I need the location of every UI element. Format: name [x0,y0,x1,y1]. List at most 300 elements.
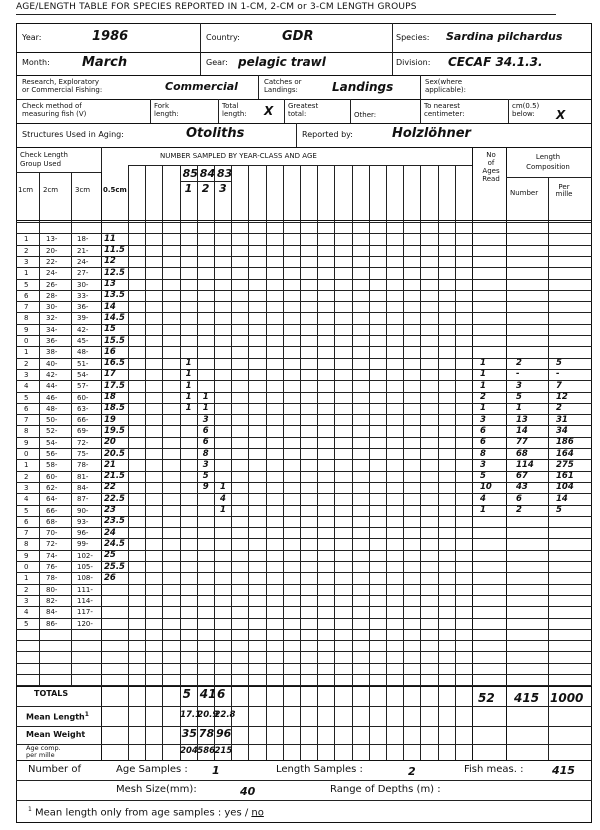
row-permille: 104 [556,482,574,493]
row-ages-read: 5 [480,471,486,482]
catches-label [264,78,302,94]
row-3cm: 90- [77,506,89,515]
hline-row-12 [16,358,592,359]
vline-age-19 [455,165,456,760]
below-mark: X [556,108,566,122]
row-permille: 14 [556,493,568,504]
row-number: 77 [516,437,528,448]
number-sampled-label: NUMBER SAMPLED BY YEAR-CLASS AND AGE [160,152,317,160]
vline-age-13 [352,165,353,760]
hline-row-29 [16,550,592,551]
row-number: 3 [516,380,522,391]
row-3cm: 66- [77,416,89,425]
row-05cm: 19.5 [104,425,125,436]
hdr-vline-c [258,75,259,99]
hline-row-1 [16,233,592,234]
row-05cm: 12 [104,256,116,267]
hline-totals-4 [16,760,592,761]
row-05cm: 24 [104,527,116,538]
row-05cm: 18 [104,392,116,402]
fork-label-2: length: [154,110,179,118]
row-3cm: 63- [77,404,89,413]
hdr-vline-f [218,99,219,123]
row-2cm: 34- [46,325,58,334]
row-1cm: 1 [24,461,29,470]
row-permille: 164 [556,448,574,459]
row-2cm: 22- [46,257,58,266]
row-3cm: 93- [77,517,89,526]
col-2cm-label: 2cm [43,186,59,194]
vline-check-end [101,147,102,172]
row-2cm: 30- [46,303,58,312]
length-comp-label-2: Composition [526,163,570,171]
gear-value: pelagic trawl [238,55,326,69]
below-label-1: cm(0.5) [512,102,540,110]
species-label: Species: [396,33,430,42]
row-3cm: 48- [77,348,89,357]
row-1cm: 4 [24,495,29,504]
row-1cm: 1 [24,235,29,244]
row-1cm: 8 [24,314,29,323]
row-3cm: 120- [77,619,93,628]
mean-length-age-2: 20.9 [197,710,219,720]
row-1cm: 2 [24,359,29,368]
length-comp-label-1: Length [535,153,561,161]
hline-row-16 [16,403,592,404]
hline-row-11 [16,346,592,347]
vline-lencomp-start [506,147,507,760]
row-1cm: 2 [24,246,29,255]
greatest-total-label [288,102,318,118]
research-label-1: Research, Exploratory [22,78,100,86]
below-label [512,102,539,118]
row-1cm: 5 [24,393,29,402]
vline-check-end-bold [101,147,102,760]
hdr-vline-i [420,99,421,123]
tonearest-label-2: centimeter: [424,110,465,118]
hline-row-13 [16,369,592,370]
age-comp-label-1: Age comp. [26,744,61,752]
row-2cm: 40- [46,359,58,368]
row-05cm: 22.5 [104,493,125,504]
other-label: Other: [354,111,377,119]
hline-row-20 [16,448,592,449]
hline-row-27 [16,527,592,528]
row-2cm: 44- [46,382,58,391]
check-length-group-label [20,151,68,169]
row-3cm: 78- [77,461,89,470]
row-05cm: 15 [104,324,116,335]
hline-row-9 [16,324,592,325]
hline-row-15 [16,392,592,393]
sex-label-2: applicable): [425,86,466,94]
row-2cm: 68- [46,517,58,526]
age-comp-label [26,745,61,759]
row-2cm: 58- [46,461,58,470]
row-05cm: 19 [104,414,116,425]
hline-lencomp-sub [506,177,592,178]
row-1cm: 8 [24,427,29,436]
row-1cm: 1 [24,269,29,278]
structures-label: Structures Used in Aging: [22,130,124,139]
row-permille: 161 [556,471,574,482]
vline-age-8 [266,165,267,760]
row-1cm: 2 [24,585,29,594]
hline-row-36 [16,629,592,630]
row-permille: 186 [556,437,574,448]
age-2: 2 [201,182,210,195]
totals-label: TOTALS [34,689,69,698]
row-3cm: 72- [77,438,89,447]
row-age-2: 6 [202,425,209,436]
hline-row-39 [16,663,592,664]
fish-meas-label: Fish meas. : [464,764,524,775]
row-permille: 275 [556,459,574,470]
row-age-2: 3 [202,414,209,425]
row-2cm: 42- [46,370,58,379]
row-age-2: 1 [202,403,209,414]
row-05cm: 12.5 [104,267,125,278]
row-2cm: 72- [46,540,58,549]
age-3: 3 [219,182,227,195]
row-permille: 7 [556,380,562,391]
header-line-4 [16,123,592,124]
check-label-2: measuring fish (V) [22,110,87,118]
row-2cm: 66- [46,506,58,515]
row-1cm: 8 [24,540,29,549]
row-3cm: 117- [77,608,93,617]
row-1cm: 9 [24,551,29,560]
row-3cm: 87- [77,495,89,504]
hline-totals-2 [16,726,592,727]
hdr-vline-d [420,75,421,99]
row-2cm: 84- [46,608,58,617]
row-05cm: 22 [104,482,116,493]
hline-row-4 [16,267,592,268]
row-05cm: 14.5 [104,312,125,323]
row-permille: - [556,369,560,380]
totals-ages-read: 52 [478,691,495,705]
hdr-vline-b [392,23,393,75]
row-05cm: 26 [104,572,116,583]
row-3cm: 81- [77,472,89,481]
sex-label-1: Sex(where [425,78,462,86]
row-ages-read: 3 [480,459,486,470]
vline-permille [548,177,549,760]
total-length-mark: X [264,104,274,118]
hline-row-25 [16,505,592,506]
row-05cm: 15.5 [104,335,125,346]
row-1cm: 3 [24,370,29,379]
greatest-label-2: total: [288,110,307,118]
mesh-size-label: Mesh Size(mm): [116,784,197,795]
row-3cm: 108- [77,574,93,583]
row-05cm: 24.5 [104,538,125,549]
row-3cm: 27- [77,269,89,278]
row-3cm: 21- [77,246,89,255]
hline-row-30 [16,561,592,562]
hline-row-3 [16,256,592,257]
vline-age-0 [128,165,129,760]
hline-row-22 [16,471,592,472]
row-3cm: 42- [77,325,89,334]
hline-row-24 [16,493,592,494]
row-05cm: 17.5 [104,380,125,391]
title-underline [16,14,556,15]
vline-left-1 [71,172,72,685]
row-age-3: 1 [220,505,226,515]
row-3cm: 99- [77,540,89,549]
totals-number: 415 [514,691,540,705]
row-05cm: 13 [104,279,116,289]
row-age-1: 1 [185,380,192,391]
hline-row-8 [16,312,592,313]
row-number: 6 [516,493,522,504]
year-label: Year: [22,33,42,42]
row-2cm: 38- [46,348,58,357]
totals-permille: 1000 [550,691,584,705]
division-label: Division: [396,58,431,67]
depths-label: Range of Depths (m) : [330,784,441,795]
col-05cm-label: 0.5cm [103,186,127,194]
country-value: GDR [282,29,314,44]
row-05cm: 25.5 [104,561,125,572]
row-permille: 2 [556,403,562,414]
mean-length-label [26,711,89,722]
row-2cm: 24- [46,269,58,278]
hline-row-14 [16,380,592,381]
reported-value: Holzlöhner [392,126,471,141]
row-2cm: 48- [46,404,58,413]
row-05cm: 20.5 [104,448,125,459]
mean-weight-age-3: 96 [216,727,232,740]
total-length-label [222,102,247,118]
hline-row-7 [16,301,592,302]
ages-read-label-1: No [486,151,496,159]
row-number: 5 [516,392,522,402]
row-age-2: 8 [202,448,209,459]
row-1cm: 1 [24,574,29,583]
mean-length-age-3: 22.8 [214,710,236,720]
catches-label-1: Catches or [264,78,302,86]
row-2cm: 46- [46,393,58,402]
length-samples-value: 2 [408,765,416,778]
hdr-vline-j [508,99,509,123]
age-samples-value: 1 [212,764,220,777]
hline-row-40 [16,674,592,675]
form-title: AGE/LENGTH TABLE FOR SPECIES REPORTED IN 1-CM, 2-CM or 3-CM LENGTH GROUPS [16,2,417,12]
row-1cm: 5 [24,506,29,515]
row-1cm: 7 [24,303,29,312]
row-2cm: 20- [46,246,58,255]
row-3cm: 69- [77,427,89,436]
row-ages-read: 3 [480,414,486,425]
hline-row-0 [16,222,592,223]
row-number: 2 [516,505,522,515]
row-1cm: 0 [24,450,29,458]
row-3cm: 60- [77,393,89,402]
row-05cm: 17 [104,369,116,380]
note-sup: 1 [28,806,32,813]
ages-read-label-3: Ages [482,167,500,175]
hline-row-34 [16,606,592,607]
row-2cm: 50- [46,416,58,425]
row-ages-read: 1 [480,358,486,369]
row-age-1: 1 [185,369,192,380]
year-value: 1986 [92,29,129,44]
row-05cm: 13.5 [104,290,125,301]
age-sample-note [28,806,264,817]
row-3cm: 30- [77,280,89,289]
permille-label-2: mille [555,190,573,198]
row-3cm: 75- [77,450,89,458]
row-2cm: 86- [46,619,58,628]
row-number: 13 [516,414,528,425]
row-3cm: 33- [77,291,89,300]
vline-age-4 [197,165,198,760]
header-line-2 [16,75,592,76]
row-permille: 34 [556,425,568,436]
row-1cm: 0 [24,563,29,571]
research-label [22,78,102,94]
row-ages-read: 1 [480,403,486,414]
age-comp-age-3: 215 [214,746,233,756]
mean-length-age-1: 17.1 [180,710,202,720]
row-1cm: 1 [24,348,29,357]
row-number: 1 [516,403,522,414]
number-col-label: Number [510,189,539,197]
row-1cm: 7 [24,416,29,425]
row-05cm: 20 [104,437,116,448]
note-no: no [251,807,264,819]
vline-age-15 [386,165,387,760]
row-age-2: 9 [202,482,209,493]
row-05cm: 16 [104,346,116,357]
hline-row-21 [16,459,592,460]
row-3cm: 18- [77,235,89,244]
row-ages-read: 1 [480,369,486,380]
hline-row-37 [16,640,592,641]
total-age-3: 6 [217,687,226,701]
row-number: 114 [516,459,534,470]
row-1cm: 9 [24,325,29,334]
catches-label-2: Landings: [264,86,298,94]
permille-col-label [553,184,575,198]
age-1: 1 [184,182,193,195]
note-text: Mean length only from age samples : yes / [35,807,252,819]
row-1cm: 3 [24,257,29,266]
vline-agesread-start [472,147,473,760]
number-of-label: Number of [28,764,81,775]
hline-footer-1 [16,780,592,781]
mean-weight-age-2: 78 [198,727,215,740]
total-label-2: length: [222,110,247,118]
row-2cm: 52- [46,427,58,436]
row-number: 43 [516,482,528,493]
row-2cm: 60- [46,472,58,481]
row-3cm: 51- [77,359,89,368]
row-age-1: 1 [185,358,192,369]
hline-row-18 [16,425,592,426]
hline-row-6 [16,290,592,291]
total-age-2: 41 [199,687,217,701]
structures-value: Otoliths [186,126,245,141]
vline-gap-left [16,685,17,686]
total-age-1: 5 [182,687,191,701]
vline-age-17 [420,165,421,760]
row-05cm: 11.5 [104,245,125,256]
row-permille: 5 [556,505,562,515]
ages-read-label [478,151,504,183]
row-2cm: 62- [46,483,58,492]
row-ages-read: 1 [480,380,486,391]
hline-row-33 [16,595,592,596]
hline-row-31 [16,572,592,573]
row-1cm: 6 [24,404,29,413]
row-age-1: 1 [185,392,192,402]
total-label-1: Total [222,102,239,110]
row-2cm: 78- [46,574,58,583]
row-3cm: 111- [77,585,93,594]
ages-read-label-2: of [487,159,495,167]
row-1cm: 5 [24,619,29,628]
species-value: Sardina pilchardus [446,30,563,43]
row-1cm: 6 [24,517,29,526]
hdr-vline-k [296,123,297,147]
hline-row-32 [16,584,592,585]
age-comp-age-2: 586 [197,746,216,756]
row-2cm: 64- [46,495,58,504]
row-1cm: 3 [24,596,29,605]
row-3cm: 114- [77,596,93,605]
row-05cm: 11 [104,233,116,244]
row-05cm: 14 [104,301,116,312]
reported-label: Reported by: [302,130,353,139]
hline-row-28 [16,538,592,539]
ages-read-label-4: Read [482,175,500,183]
check-group-label-1: Check Length [20,151,68,159]
row-05cm: 23 [104,505,116,515]
mean-length-sup: 1 [84,711,89,718]
row-2cm: 80- [46,585,58,594]
vline-age-11 [317,165,318,760]
hline-row-17 [16,414,592,415]
row-05cm: 23.5 [104,516,125,527]
month-label: Month: [22,58,50,67]
research-value: Commercial [165,80,238,93]
row-2cm: 70- [46,529,58,538]
age-comp-label-2: per mille [26,751,55,759]
hline-row-38 [16,651,592,652]
hline-row-19 [16,437,592,438]
tonearest-label-1: To nearest [424,102,461,110]
greatest-label-1: Greatest [288,102,319,110]
mean-weight-age-1: 35 [181,727,197,740]
row-2cm: 82- [46,596,58,605]
row-ages-read: 8 [480,448,486,459]
row-3cm: 84- [77,483,89,492]
vline-age-14 [369,165,370,760]
vline-age-2 [162,165,163,760]
mesh-size-value: 40 [240,785,256,798]
hline-sampled-sub [128,165,472,166]
row-05cm: 21 [104,459,116,470]
year-class-83: 83 [217,167,233,180]
gear-label: Gear: [206,58,228,67]
row-2cm: 56- [46,450,58,458]
col-3cm-label: 3cm [75,186,91,194]
hline-body-top [16,220,592,221]
